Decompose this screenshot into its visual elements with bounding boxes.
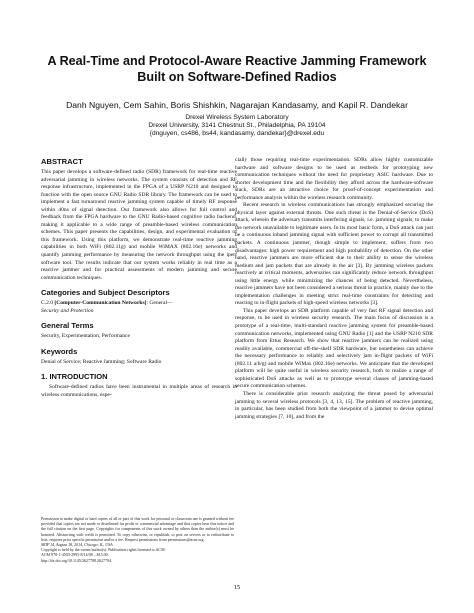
paragraph: There is considerable prior research analyzing the threat posed by adversarial jamming to several wireless protocols [3, 4, 13, 15]. The problem of reactive jamming, in particular, has been studied from both the viewpoint of a jammer to devise optimal jamming strategies [7, 10], and from the [235, 390, 433, 420]
general-terms-heading: General Terms [41, 321, 94, 331]
footnote-venue: SRIF'14, August 18, 2014, Chicago, IL, USA. [41, 542, 114, 548]
category-name: [Computer-Communication Networks] [54, 300, 147, 307]
affiliation-address: Drexel University, 3141 Chestnut St., Philadelphia, PA 19104 [148, 122, 326, 130]
paper-title: A Real-Time and Protocol-Aware Reactive Jamming Framework Built on Software-Defined Radios [47, 54, 427, 84]
footnote-doi: http://dx.doi.org/10.1145/2627788.2627794. [41, 557, 113, 563]
category-sub: Security and Protection [41, 307, 94, 314]
abstract-heading: ABSTRACT [41, 157, 83, 166]
author-list: Danh Nguyen, Cem Sahin, Boris Shishkin, Nagarajan Kandasamy, and Kapil R. Dandekar [66, 100, 408, 110]
introduction-heading: 1. INTRODUCTION [41, 372, 108, 382]
paragraph: Recent research in wireless communications has strongly emphasized securing the physical layer against external threats. One such threat is the Denial-of-Service (DoS) attack, wherein the adversary transmits interfering signals, i.e. jamming signals, to make the network unavailable to legitimate users. In its most basic form, a DoS attack can just be a continuous inband jamming signal with sufficient power to corrupt all transmitted packets. A continuous jammer, though simple to implement, suffers from two disadvantages: high power requirement and high probability of detection. On the other hand, reactive jammers are more efficient due to their ability to sense the wireless medium and jam packets that are already in the air [3]. By jamming wireless packets reactively at critical moments, adversaries can significantly reduce network throughput using little energy while minimizing the chances of being detected. Nevertheless, reactive jammers have not been considered a serious threat in practice, mainly due to the implementation challenges in meeting strict real-time constraints for detecting and reacting to in-flight packets of high-speed wireless networks [3]. [235, 202, 433, 307]
affiliation-block [40, 114, 434, 139]
footnote-copyright: Copyright is held by the owner/author(s). Publication rights licensed to ACM. [41, 547, 166, 553]
keywords-heading: Keywords [41, 346, 78, 356]
paragraph: cially those requiring real-time experimentation. SDRs allow highly customizable hardware and software designs to be used as testbeds for prototyping new communication techniques without the need for proprietary ASIC hardware. Due to shorter development time and the flexibility they afford across the hardware-software stack, SDRs are an attractive choice for proof-of-concept experimentation and performance analysis within the wireless research community. [235, 157, 433, 201]
affiliation-emails: {dnguyen, cs486, bs44, kandasamy, dandekar}@drexel.edu [149, 130, 325, 138]
footnote-isbn: ACM 978-1-4503-2995-8/14/08 ...$15.00. [41, 552, 109, 558]
general-terms-text: Security, Experimentation, Performance [41, 333, 130, 340]
right-column [235, 157, 433, 421]
copyright-footnote [41, 516, 234, 563]
affiliation-lab: Drexel Wireless System Laboratory [185, 114, 289, 121]
introduction-text: Software-defined radios have been instrumental in multiple areas of research in wireless communications, espe- [41, 384, 237, 398]
left-column [41, 157, 237, 399]
page-number: 15 [233, 584, 241, 591]
footnote-permission: Permission to make digital or hard copies of all or part of this work for personal or classroom use is granted without fee provided that copies are not made or distributed for profit or commercial advantage and that copies bear this notice and the full citation on the first page. Copyrights for components of this work owned by others than the author(s) must be honored. Abstracting with credit is permitted. To copy otherwise, or republish, to post on servers or to redistribute to lists, requires prior specific permission and/or a fee. Request permissions from permissions@acm.org. [41, 516, 234, 542]
abstract-text: This paper develops a software-defined radio (SDR) framework for real-time reactive adversarial jamming in wireless networks. The system consists of detection and RF response infrastructure, implemented in the FPGA of a USRP N210 and designed to function with the open source GNU Radio SDR library. The framework can be used to implement a fast turnaround reactive jamming system capable of timely RF response within 40ns of signal detection. Our framework also allows for full control and feedback from the FPGA hardware to the GNU Radio-based cognitive radio backend, making it applicable to a wide range of preamble-based wireless communication schemes. This paper presents the capabilities, design, and experimental evaluation of this framework. Using this platform, we demonstrate real-time reactive jamming capabilities in both WiFi (802.11g) and mobile WiMAX (802.16e) networks and quantify jamming performance by measuring the network throughput using the iperf software tool. The results indicate that our system works reliably in real time as a reactive jammer and for practical assessments of modern jamming and secure communication techniques. [41, 169, 237, 281]
category-general: : General— [146, 300, 173, 307]
keywords-text: Denial of Service; Reactive Jamming; Software Radio [41, 358, 162, 365]
categories-heading: Categories and Subject Descriptors [41, 288, 170, 298]
categories-text [41, 300, 237, 315]
paragraph: This paper develops an SDR platform capable of very fast RF signal detection and response, to be used in wireless security research. The main focus of discussion is a prototype of a real-time, multi-standard reactive jamming system for preamble-based communication networks, implemented using GNU Radio [1] and the USRP N210 SDR platform from Ettus Research. We show that reactive jammers can be realized using readily available, commercial off-the-shelf SDR hardware, but nonetheless can achieve the necessary performance to reliably and selectively jam in-flight packets of WiFi (802.11 a/b/g) and mobile WiMax (802.16e) networks. We anticipate that the developed platform will be quite useful in wireless security research, both to realize a range of sophisticated DoS attacks as well as to prototype several classes of jamming-based secure communication schemes. [235, 307, 433, 390]
category-code: C.2.0 [41, 300, 54, 307]
